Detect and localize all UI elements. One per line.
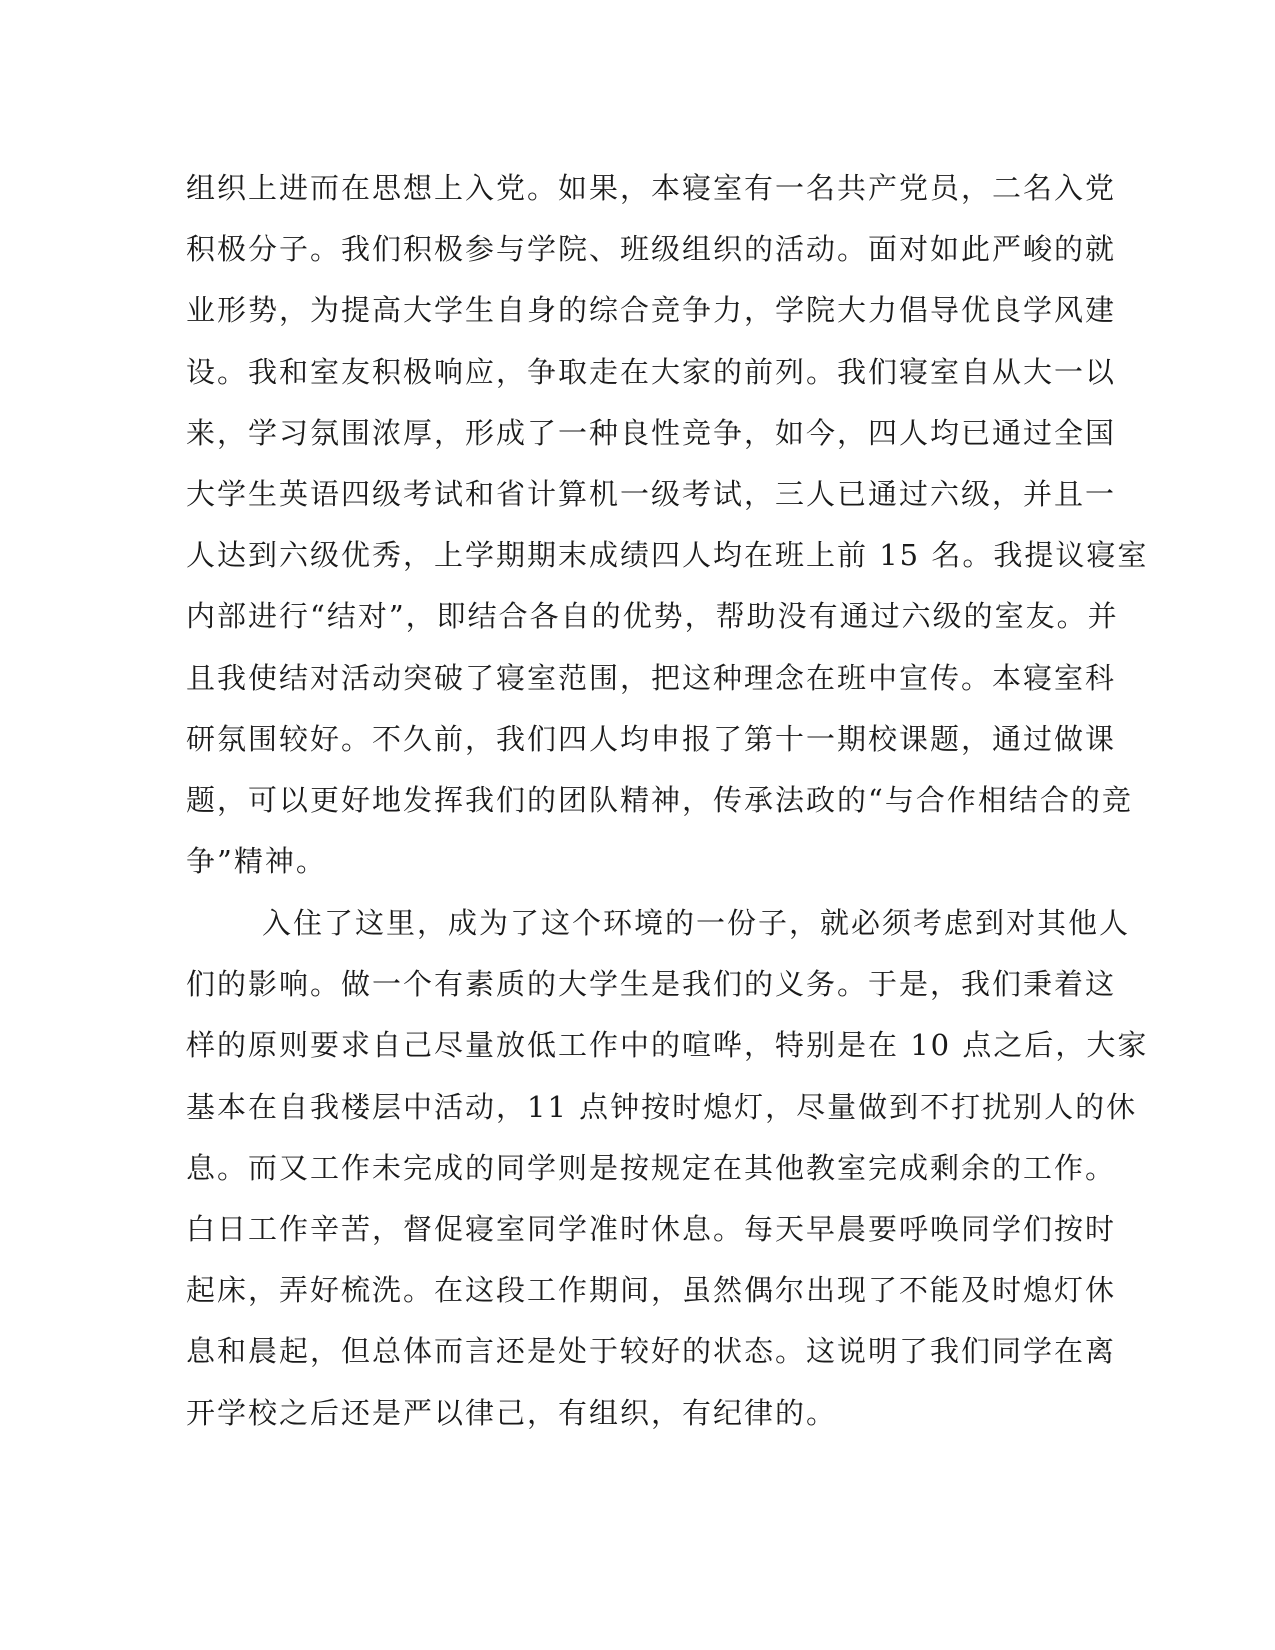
paragraph-line: 样的原则要求自己尽量放低工作中的喧哗，特别是在 10 点之后，大家 — [186, 1028, 1149, 1063]
paragraph-line: 起床，弄好梳洗。在这段工作期间，虽然偶尔出现了不能及时熄灯休 — [186, 1273, 1117, 1308]
paragraph-line: 设。我和室友积极响应，争取走在大家的前列。我们寝室自从大一以 — [186, 354, 1117, 389]
paragraph-line: 内部进行“结对”，即结合各自的优势，帮助没有通过六级的室友。并 — [186, 599, 1119, 634]
paragraph-line: 白日工作辛苦，督促寝室同学准时休息。每天早晨要呼唤同学们按时 — [186, 1211, 1117, 1246]
paragraph-line: 且我使结对活动突破了寝室范围，把这种理念在班中宣传。本寝室科 — [186, 660, 1117, 695]
paragraph-2 — [186, 893, 1149, 1444]
paragraph-line: 来，学习氛围浓厚，形成了一种良性竞争，如今，四人均已通过全国 — [186, 415, 1117, 450]
paragraph-line: 组织上进而在思想上入党。如果，本寝室有一名共产党员，二名入党 — [186, 171, 1117, 205]
paragraph-line: 息。而又工作未完成的同学则是按规定在其他教室完成剩余的工作。 — [186, 1150, 1117, 1185]
paragraph-line: 息和晨起，但总体而言还是处于较好的状态。这说明了我们同学在离 — [186, 1334, 1117, 1369]
paragraph-line: 争”精神。 — [186, 844, 327, 879]
paragraph-line: 研氛围较好。不久前，我们四人均申报了第十一期校课题，通过做课 — [186, 721, 1117, 756]
paragraph-line: 入住了这里，成为了这个环境的一份子，就必须考虑到对其他人 — [262, 906, 1131, 940]
paragraph-line: 开学校之后还是严以律己，有组织，有纪律的。 — [186, 1395, 838, 1430]
paragraph-line: 大学生英语四级考试和省计算机一级考试，三人已通过六级，并且一 — [186, 476, 1117, 511]
paragraph-line: 业形势，为提高大学生自身的综合竞争力，学院大力倡导优良学风建 — [186, 293, 1117, 328]
paragraph-1 — [186, 158, 1149, 892]
paragraph-line: 人达到六级优秀，上学期期末成绩四人均在班上前 15 名。我提议寝室 — [186, 538, 1149, 573]
paragraph-line: 基本在自我楼层中活动，11 点钟按时熄灯，尽量做到不打扰别人的休 — [186, 1089, 1138, 1124]
paragraph-line: 积极分子。我们积极参与学院、班级组织的活动。面对如此严峻的就 — [186, 232, 1117, 267]
paragraph-line: 题，可以更好地发挥我们的团队精神，传承法政的“与合作相结合的竞 — [186, 782, 1133, 817]
paragraph-line: 们的影响。做一个有素质的大学生是我们的义务。于是，我们秉着这 — [186, 967, 1117, 1002]
